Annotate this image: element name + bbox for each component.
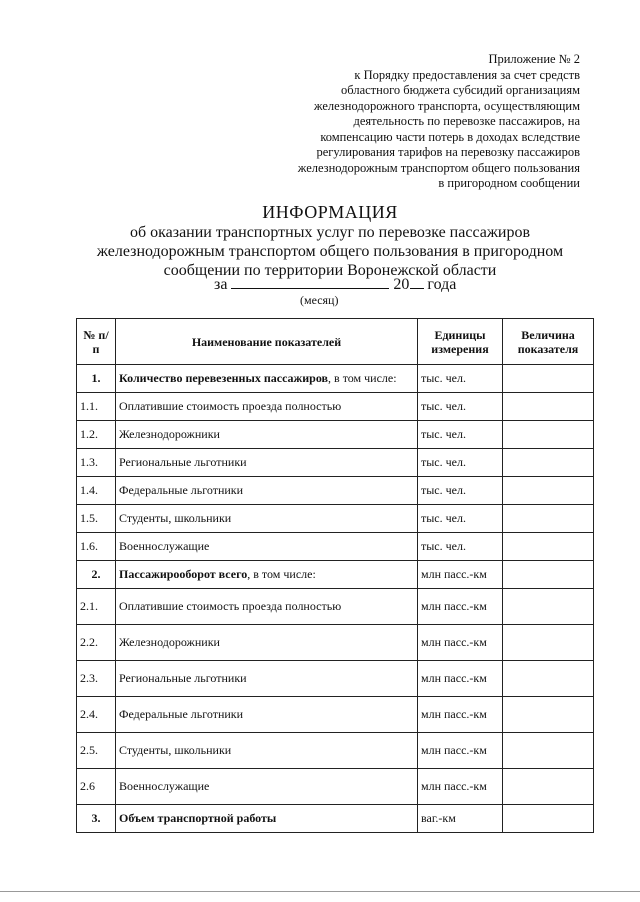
row-unit: тыс. чел. — [418, 365, 503, 393]
row-number: 3. — [77, 805, 116, 833]
row-indicator-name: Региональные льготники — [116, 449, 418, 477]
row-number: 1.6. — [77, 533, 116, 561]
table-row — [77, 533, 594, 561]
row-value-cell[interactable] — [503, 625, 594, 661]
row-value-cell[interactable] — [503, 661, 594, 697]
row-number: 1.3. — [77, 449, 116, 477]
table-header-row — [77, 319, 594, 365]
annex-line: железнодорожного транспорта, осуществляющим — [313, 98, 580, 113]
row-number: 2.2. — [77, 625, 116, 661]
row-indicator-title: Объем транспортной работы — [119, 811, 277, 825]
row-unit: тыс. чел. — [418, 421, 503, 449]
row-number: 1.2. — [77, 421, 116, 449]
row-unit: тыс. чел. — [418, 449, 503, 477]
row-indicator-name: Федеральные льготники — [116, 477, 418, 505]
table-row — [77, 477, 594, 505]
row-unit: ваг.-км — [418, 805, 503, 833]
annex-line: Приложение № 2 — [488, 52, 580, 66]
row-indicator-suffix: , в том числе: — [247, 567, 316, 581]
row-unit: млн пасс.-км — [418, 769, 503, 805]
row-unit: млн пасс.-км — [418, 697, 503, 733]
row-value-cell[interactable] — [503, 697, 594, 733]
row-indicator-name: Военнослужащие — [116, 769, 418, 805]
row-value-cell[interactable] — [503, 805, 594, 833]
row-value-cell[interactable] — [503, 733, 594, 769]
row-number: 2.6 — [77, 769, 116, 805]
row-unit: млн пасс.-км — [418, 661, 503, 697]
row-value-cell[interactable] — [503, 449, 594, 477]
row-unit: млн пасс.-км — [418, 733, 503, 769]
row-indicator-name: Федеральные льготники — [116, 697, 418, 733]
row-indicator-name: Военнослужащие — [116, 533, 418, 561]
row-value-cell[interactable] — [503, 365, 594, 393]
row-value-cell[interactable] — [503, 505, 594, 533]
table-row — [77, 561, 594, 589]
row-number: 1.1. — [77, 393, 116, 421]
row-indicator-name: Оплатившие стоимость проезда полностью — [116, 589, 418, 625]
title-line: об оказании транспортных услуг по перевозке пассажиров — [129, 224, 531, 241]
row-value-cell[interactable] — [503, 393, 594, 421]
row-number: 2.4. — [77, 697, 116, 733]
row-indicator-suffix: , в том числе: — [328, 371, 397, 385]
annex-block — [240, 52, 580, 192]
row-number: 1. — [77, 365, 116, 393]
row-indicator-name: Железнодорожники — [116, 625, 418, 661]
table-row — [77, 769, 594, 805]
row-value-cell[interactable] — [503, 589, 594, 625]
header-value: Величина показателя — [503, 319, 594, 365]
table-row — [77, 733, 594, 769]
row-value-cell[interactable] — [503, 477, 594, 505]
row-number: 2. — [77, 561, 116, 589]
row-indicator-title: Пассажирооборот всего — [119, 567, 248, 581]
row-indicator-name: Региональные льготники — [116, 661, 418, 697]
period-year-prefix: 20 — [393, 276, 410, 293]
row-value-cell[interactable] — [503, 561, 594, 589]
annex-line: регулирования тарифов на перевозку пассажиров — [316, 145, 580, 159]
table-row — [77, 449, 594, 477]
row-value-cell[interactable] — [503, 769, 594, 805]
row-indicator-name: Оплатившие стоимость проезда полностью — [116, 393, 418, 421]
row-number: 1.5. — [77, 505, 116, 533]
table-row — [77, 421, 594, 449]
period-suffix: года — [427, 276, 457, 293]
row-unit: млн пасс.-км — [418, 561, 503, 589]
table-row — [77, 393, 594, 421]
row-value-cell[interactable] — [503, 421, 594, 449]
month-hint: (месяц) — [300, 293, 339, 307]
table-row — [77, 589, 594, 625]
row-unit: тыс. чел. — [418, 477, 503, 505]
period-line — [214, 274, 456, 294]
row-unit: тыс. чел. — [418, 533, 503, 561]
row-unit: тыс. чел. — [418, 393, 503, 421]
header-unit: Единицы измерения — [418, 319, 503, 365]
row-indicator-name: Студенты, школьники — [116, 733, 418, 769]
annex-line: областного бюджета субсидий организациям — [341, 83, 580, 97]
table-row — [77, 697, 594, 733]
row-unit: млн пасс.-км — [418, 589, 503, 625]
table-row — [77, 625, 594, 661]
row-number: 2.3. — [77, 661, 116, 697]
row-indicator-name: Студенты, школьники — [116, 505, 418, 533]
row-unit: тыс. чел. — [418, 505, 503, 533]
table-row — [77, 505, 594, 533]
indicators-table — [76, 318, 594, 833]
row-indicator-name: Железнодорожники — [116, 421, 418, 449]
document-title — [70, 203, 590, 280]
row-value-cell[interactable] — [503, 533, 594, 561]
row-unit: млн пасс.-км — [418, 625, 503, 661]
title-line: сообщении по территории Воронежской области — [163, 262, 497, 279]
year-blank-field[interactable] — [410, 274, 424, 289]
annex-line: железнодорожным транспортом общего пользования — [297, 160, 580, 175]
table-body — [77, 365, 594, 833]
month-blank-field[interactable] — [231, 274, 389, 289]
table-row — [77, 805, 594, 833]
row-number: 2.5. — [77, 733, 116, 769]
row-indicator-name — [116, 805, 418, 833]
row-number: 2.1. — [77, 589, 116, 625]
row-indicator-title: Количество перевезенных пассажиров — [119, 371, 329, 385]
header-num-label: № п/п — [83, 327, 109, 356]
annex-line: к Порядку предоставления за счет средств — [354, 67, 580, 82]
annex-line: деятельность по перевозке пассажиров, на — [353, 114, 580, 128]
header-num — [77, 319, 116, 365]
table-row — [77, 365, 594, 393]
title-heading: ИНФОРМАЦИЯ — [262, 202, 398, 222]
table-row — [77, 661, 594, 697]
row-number: 1.4. — [77, 477, 116, 505]
header-name: Наименование показателей — [116, 319, 418, 365]
period-prefix: за — [214, 276, 228, 293]
annex-line: компенсацию части потерь в доходах вследствие — [320, 129, 580, 144]
row-indicator-name — [116, 561, 418, 589]
row-indicator-name — [116, 365, 418, 393]
page-edge-divider — [0, 891, 640, 892]
annex-line: в пригородном сообщении — [438, 176, 580, 190]
title-line: железнодорожным транспортом общего пользования в пригородном — [96, 243, 564, 260]
